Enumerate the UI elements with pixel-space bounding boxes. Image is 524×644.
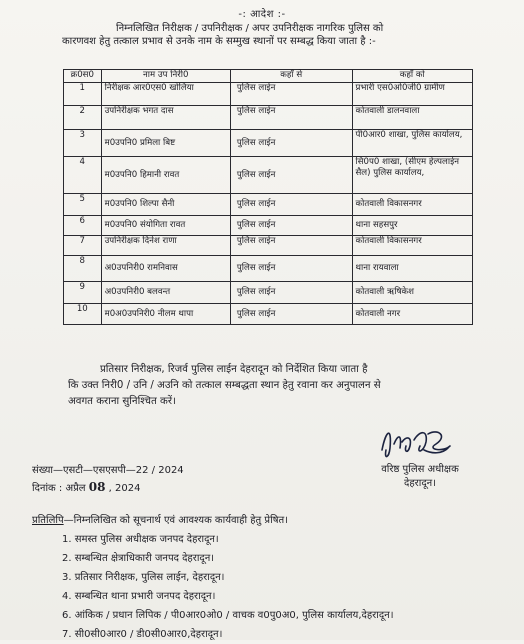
table-row [64,130,473,157]
date-year: , 2024 [108,483,141,494]
header-from: कहाँ से [230,70,352,83]
row-to: पी0आर0 शाखा, पुलिस कार्यालय, [352,130,473,157]
row-from: पुलिस लाईन [230,106,352,130]
copy-intro: —निम्नलिखित को सूचनार्थ एवं आवश्यक कार्यवाही हेतु प्रेषित। [63,515,288,526]
row-to: कोतवाली नगर [352,304,473,325]
order-heading: -: आदेश :- [238,9,286,20]
row-serial: 2 [64,106,102,130]
instruction-paragraph [68,362,480,410]
row-name: उपनिरीक्षक भगत दास [101,106,230,130]
copy-label: प्रतिलिपि [32,515,64,526]
row-to: थाना सहसपुर [352,216,473,236]
table-row [64,194,473,216]
header-to: कहाँ को [352,70,473,83]
row-serial: 1 [64,83,102,106]
row-from: पुलिस लाईन [230,304,352,325]
list-item: 7. सी0सी0आर0 / डी0सी0आर0,देहरादून। [62,629,223,640]
list-item: 6. आंकिक / प्रधान लिपिक / पी0आर0ओ0 / वाचक व0पु0अ0, पुलिस कार्यालय,देहरादून। [62,610,394,621]
row-from: पुलिस लाईन [230,157,352,194]
row-serial: 4 [64,157,102,194]
copy-to-heading [32,511,512,530]
row-name: निरीक्षक आर0एस0 खोलिया [101,83,230,106]
list-item: 2. सम्बन्धित क्षेत्राधिकारी जनपद देहरादून। [62,553,215,564]
signature-scribble [376,420,456,468]
row-from: पुलिस लाईन [230,216,352,236]
intro-line-1: निम्नलिखित निरीक्षक / उपनिरीक्षक / अपर उपनिरीक्षक नागरिक पुलिस को [116,23,384,34]
row-from: पुलिस लाईन [230,130,352,157]
row-to: कोतवाली ऋषिकेश [352,282,473,304]
row-name: म0उपनि0 हिमानी रावत [101,157,230,194]
list-item: 1. समस्त पुलिस अधीक्षक जनपद देहरादून। [62,534,219,545]
row-from: पुलिस लाईन [230,282,352,304]
row-from: पुलिस लाईन [230,256,352,282]
row-name: उपनिरीक्षक दिनेश राणा [101,236,230,256]
instruction-line-3: अवगत कराना सुनिश्चित करें। [68,396,176,407]
signatory-block [360,463,480,491]
signatory-title: वरिष्ठ पुलिस अधीक्षक [381,464,459,475]
row-to: कोतवाली विकासनगर [352,194,473,216]
row-serial: 7 [64,236,102,256]
row-serial: 10 [64,304,102,325]
row-name: म0अ0उपनिरी0 नीलम थापा [101,304,230,325]
instruction-line-2: कि उक्त निरी0 / उनि / अउनि को तत्काल सम्बद्धता स्थान हेतु रवाना कर अनुपालन से [68,380,381,391]
row-to: सि0प0 शाखा, (सीएम हेल्पलाईन सैल) पुलिस कार्यालय, [352,157,473,194]
table-row [64,236,473,256]
row-from: पुलिस लाईन [230,83,352,106]
row-to: प्रभारी एस0ओ0जी0 ग्रामीण [352,83,473,106]
copy-to-section [32,511,512,644]
row-to: कोतवाली डालनवाला [352,106,473,130]
row-name: म0उपनि0 शिल्पा सैनी [101,194,230,216]
instruction-line-1: प्रतिसार निरीक्षक, रिजर्व पुलिस लाईन देहरादून को निर्देशित किया जाता है [100,364,368,375]
reference-number: संख्या—एसटी—एसएसपी—22 / 2024 [32,465,184,476]
row-name: म0उपनि0 संयोगिता रावत [101,216,230,236]
intro-text [62,22,482,48]
table-row [64,304,473,325]
date-label: दिनांक : अप्रैल [32,483,86,494]
row-name: अ0उपनिरी0 बलवन्त [101,282,230,304]
table-row [64,256,473,282]
row-from: पुलिस लाईन [230,236,352,256]
signatory-place: देहरादून। [404,478,436,489]
table-row [64,216,473,236]
reference-date [32,479,184,497]
row-serial: 8 [64,256,102,282]
copy-to-list [32,530,512,644]
row-serial: 5 [64,194,102,216]
row-from: पुलिस लाईन [230,194,352,216]
row-serial: 6 [64,216,102,236]
table-row [64,83,473,106]
intro-line-2: कारणवश हेतु तत्काल प्रभाव से उनके नाम के सम्मुख स्थानों पर सम्बद्ध किया जाता है :- [62,36,376,47]
row-to: थाना रायवाला [352,256,473,282]
table-row [64,157,473,194]
row-to: कोतवाली विकासनगर [352,236,473,256]
attachment-table [63,69,473,325]
date-day: 08 [88,480,106,494]
row-name: अ0उपनिरी0 रामनिवास [101,256,230,282]
table-row [64,106,473,130]
table-row [64,282,473,304]
row-name: म0उपनि0 प्रमिला बिष्ट [101,130,230,157]
header-serial: क्र0स0 [64,70,102,83]
row-serial: 3 [64,130,102,157]
reference-block [32,463,184,497]
row-serial: 9 [64,282,102,304]
header-name: नाम उप निरी0 [101,70,230,83]
list-item: 3. प्रतिसार निरीक्षक, पुलिस लाईन, देहरादून। [62,572,225,583]
table-header-row [64,70,473,83]
list-item: 4. सम्बन्धित थाना प्रभारी जनपद देहरादून। [62,591,216,602]
